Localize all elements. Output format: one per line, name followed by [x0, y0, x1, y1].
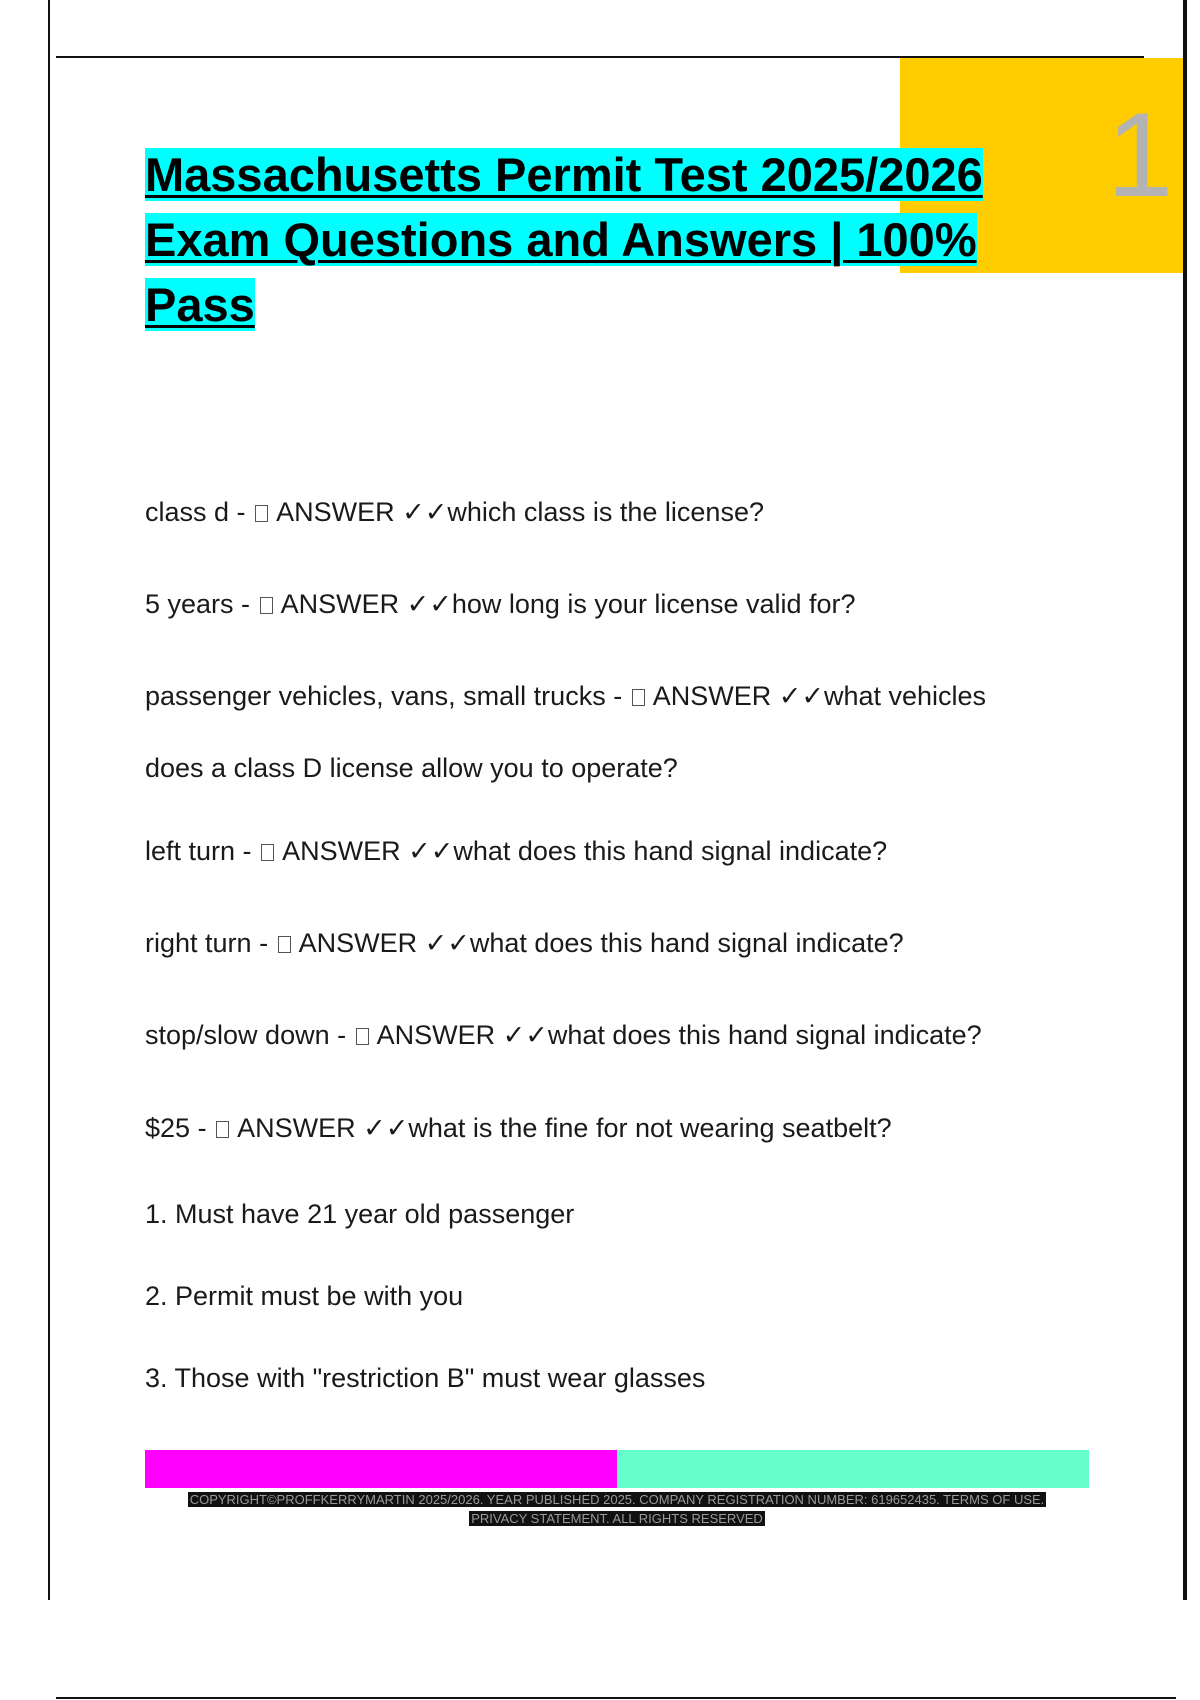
document-title-text: Massachusetts Permit Test 2025/2026 Exam Questions and Answers | 100% Pass: [145, 148, 983, 331]
list-item-3: 3. Those with "restriction B" must wear glasses: [145, 1363, 706, 1393]
list-item-2: 2. Permit must be with you: [145, 1281, 464, 1311]
page-number: 1: [1106, 88, 1174, 222]
missing-glyph-icon: [632, 689, 645, 706]
qa-item-3: passenger vehicles, vans, small trucks - ANSWER ✓✓what vehicles does a class D license allow you to operate?: [145, 681, 987, 783]
qa-item-4: left turn - ANSWER ✓✓what does this hand signal indicate?: [145, 836, 888, 866]
missing-glyph-icon: [261, 844, 274, 861]
copyright-footer: [145, 1490, 1089, 1528]
missing-glyph-icon: [216, 1121, 229, 1138]
page-border-right: [1183, 0, 1187, 1600]
copyright-line-1: COPYRIGHT©PROFFKERRYMARTIN 2025/2026. YEAR PUBLISHED 2025. COMPANY REGISTRATION NUMBER: 619652435. TERMS OF USE.: [189, 1492, 1045, 1507]
qa-item-2: 5 years - ANSWER ✓✓how long is your license valid for?: [145, 589, 856, 619]
qa-item-1: class d - ANSWER ✓✓which class is the license?: [145, 497, 764, 527]
copyright-line-2: PRIVACY STATEMENT. ALL RIGHTS RESERVED: [471, 1511, 763, 1526]
missing-glyph-icon: [255, 505, 268, 522]
qa-item-6: stop/slow down - ANSWER ✓✓what does this hand signal indicate?: [145, 1020, 982, 1050]
missing-glyph-icon: [278, 936, 291, 953]
page-border-left: [48, 0, 50, 1600]
document-title: [145, 142, 1025, 337]
missing-glyph-icon: [260, 597, 273, 614]
missing-glyph-icon: [356, 1028, 369, 1045]
qa-item-5: right turn - ANSWER ✓✓what does this hand signal indicate?: [145, 928, 904, 958]
list-item-1: 1. Must have 21 year old passenger: [145, 1199, 575, 1229]
bottom-rule: [56, 1697, 1176, 1699]
footer-bar-magenta: [145, 1450, 617, 1488]
qa-item-7: $25 - ANSWER ✓✓what is the fine for not wearing seatbelt?: [145, 1113, 892, 1143]
footer-bar-aqua: [617, 1450, 1089, 1488]
